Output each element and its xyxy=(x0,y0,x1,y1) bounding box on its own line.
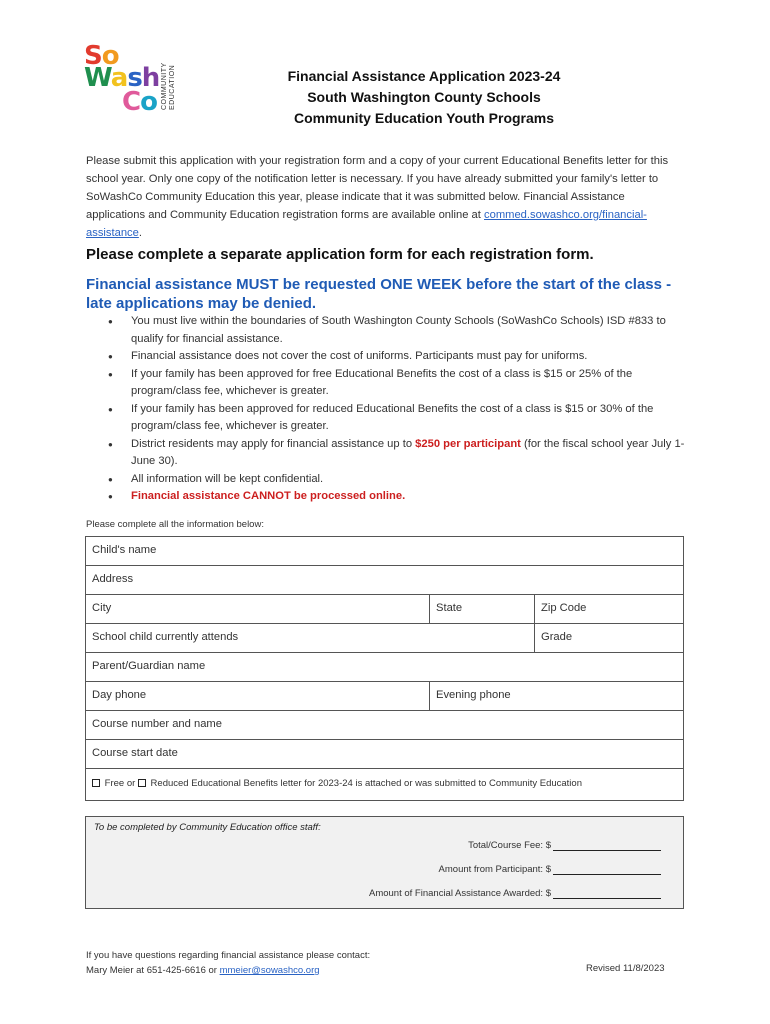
list-item: ● If your family has been approved for free Educational Benefits the cost of a class is $15 or 25% of the program/class fee, whichever is greater. xyxy=(108,366,688,401)
revised-date: Revised 11/8/2023 xyxy=(586,963,665,974)
reduced-label: Reduced Educational Benefits letter for 2023-24 is attached or was submitted to Community Education xyxy=(150,778,582,789)
header-title-3: Community Education Youth Programs xyxy=(293,110,555,126)
start-date-label: Course start date xyxy=(92,747,178,759)
footer-contact xyxy=(86,948,370,978)
course-field[interactable] xyxy=(86,711,683,739)
sowashco-logo xyxy=(84,41,184,124)
school-label: School child currently attends xyxy=(92,631,239,643)
city-label: City xyxy=(92,602,112,614)
awarded-amount-input[interactable] xyxy=(553,887,661,899)
intro-paragraph xyxy=(86,152,686,242)
total-fee-line xyxy=(468,839,661,851)
parent-name-field[interactable] xyxy=(86,653,683,681)
child-name-label: Child's name xyxy=(92,544,157,556)
participant-amount-line xyxy=(439,863,661,875)
list-item: ● Financial assistance does not cover the cost of uniforms. Participants must pay for uniforms. xyxy=(108,348,688,366)
address-field[interactable] xyxy=(86,566,683,594)
awarded-amount-label: Amount of Financial Assistance Awarded: $ xyxy=(368,888,551,899)
child-name-field[interactable] xyxy=(86,537,683,565)
logo-line-wash: Wash xyxy=(84,63,160,93)
form-row xyxy=(86,624,683,653)
footer-line-1: If you have questions regarding financial assistance please contact: xyxy=(86,950,371,961)
staff-section xyxy=(85,816,684,909)
awarded-amount-line xyxy=(369,887,661,899)
evening-phone-label: Evening phone xyxy=(436,689,511,701)
school-field[interactable] xyxy=(86,624,535,652)
intro-end: . xyxy=(138,227,142,239)
b5-pre: District residents may apply for financial assistance up to xyxy=(131,437,416,450)
free-checkbox[interactable] xyxy=(92,779,100,787)
course-label: Course number and name xyxy=(92,718,222,730)
state-label: State xyxy=(436,602,463,614)
document-header xyxy=(200,66,648,129)
form-instruction: Please complete all the information below: xyxy=(86,519,264,530)
form-row xyxy=(86,566,683,595)
participant-amount-label: Amount from Participant: $ xyxy=(438,864,551,875)
form-row xyxy=(86,769,683,802)
evening-phone-field[interactable] xyxy=(430,682,683,710)
benefits-checkbox-row xyxy=(86,769,683,802)
list-item: ● Financial assistance CANNOT be processed online. xyxy=(108,488,688,506)
header-title-2: South Washington County Schools xyxy=(307,89,541,105)
financial-assistance-link[interactable]: commed.sowashco.org/financial-assistance xyxy=(86,209,647,239)
form-row xyxy=(86,682,683,711)
logo-line-so: So xyxy=(84,41,119,71)
participant-amount-input[interactable] xyxy=(553,863,661,875)
logo-line-co: Co xyxy=(122,87,157,117)
day-phone-label: Day phone xyxy=(92,689,147,701)
address-label: Address xyxy=(92,573,134,585)
day-phone-field[interactable] xyxy=(86,682,430,710)
grade-field[interactable] xyxy=(535,624,683,652)
zip-label: Zip Code xyxy=(541,602,587,614)
zip-field[interactable] xyxy=(535,595,683,623)
contact-name: Mary Meier at 651-425-6616 or xyxy=(86,965,220,976)
header-title-1: Financial Assistance Application 2023-24 xyxy=(287,68,561,84)
logo-community-education: COMMUNITY EDUCATION xyxy=(161,62,176,110)
one-week-heading: Financial assistance MUST be requested ONE WEEK before the start of the class - late applications may be denied. xyxy=(86,276,672,312)
total-fee-label: Total/Course Fee: $ xyxy=(468,840,551,851)
intro-text: Please submit this application with your registration form and a copy of your current Educational Benefits letter for this school year. Only one copy of the notification letter is necessary. If you have already submitted your family's letter to SoWashCo Community Education this year, please indicate that it was submitted below. Financial Assistance applications and Community Education registration forms are available online at xyxy=(86,155,669,221)
form-row xyxy=(86,537,683,566)
start-date-field[interactable] xyxy=(86,740,683,768)
city-field[interactable] xyxy=(86,595,430,623)
separate-form-heading: Please complete a separate application form for each registration form. xyxy=(86,246,594,263)
list-item: ● All information will be kept confidential. xyxy=(108,471,688,489)
grade-label: Grade xyxy=(541,631,573,643)
list-item xyxy=(108,436,688,471)
application-form xyxy=(85,536,684,801)
b5-amount: $250 per participant xyxy=(415,437,521,450)
form-row xyxy=(86,595,683,624)
staff-title: To be completed by Community Education office staff: xyxy=(94,822,321,833)
list-item: ● If your family has been approved for reduced Educational Benefits the cost of a class is $15 or 30% of the program/class fee, whichever is greater. xyxy=(108,401,688,436)
form-row xyxy=(86,711,683,740)
parent-label: Parent/Guardian name xyxy=(92,660,206,672)
state-field[interactable] xyxy=(430,595,535,623)
total-fee-input[interactable] xyxy=(553,839,661,851)
footer-line-2 xyxy=(86,963,370,978)
b5-post: (for the fiscal school year July 1-June 30). xyxy=(131,437,685,467)
free-label: Free or xyxy=(104,778,136,789)
reduced-checkbox[interactable] xyxy=(138,779,146,787)
form-row xyxy=(86,653,683,682)
eligibility-list xyxy=(108,313,688,506)
list-item: ● You must live within the boundaries of South Washington County Schools (SoWashCo Schools) ISD #833 to qualify for financial assistance. xyxy=(108,313,688,348)
form-row xyxy=(86,740,683,769)
contact-email-link[interactable]: mmeier@sowashco.org xyxy=(219,965,320,976)
